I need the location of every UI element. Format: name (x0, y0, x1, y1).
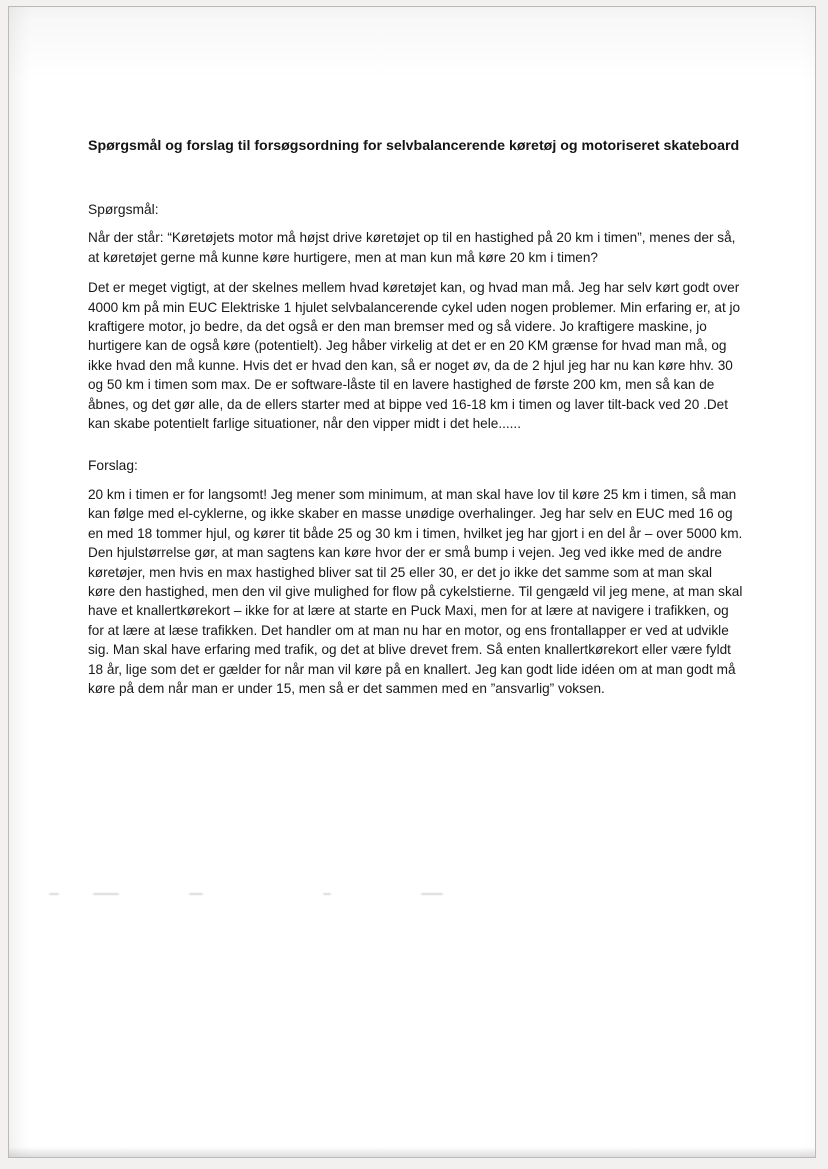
section-heading-forslag: Forslag: (88, 458, 138, 474)
paragraph-question-2: Det er meget vigtigt, at der skelnes mellem hvad køretøjet kan, og hvad man må. Jeg har selv kørt godt over 4000 km på min EUC Elektriske 1 hjulet selvbalancerende cykel uden nogen problemer. Min erfaring er, at jo kraftigere motor, jo bedre, da det også er den man bremser med og så videre. Jo kraftigere maskine, jo hurtigere kan de også køre (potentielt). Jeg håber virkelig at det er en 20 KM grænse for hvad man må, og ikke hvad den må kunne. Hvis det er hvad den kan, så er noget øv, da de 2 hjul jeg har nu kan køre hhv. 30 og 50 km i timen som max. De er software-låste til en lavere hastighed de første 200 km, men så kan de åbnes, og det gør alle, da de ellers starter med at bippe ved 16-18 km i timen og laver tilt-back ved 20 .Det kan skabe potentielt farlige situationer, når den vipper midt i det hele...... (88, 280, 741, 432)
document-content (88, 137, 743, 709)
section-gap (88, 444, 743, 456)
paragraph-proposal-1: 20 km i timen er for langsomt! Jeg mener som minimum, at man skal have lov til køre 25 km i timen, så man kan følge med el-cyklerne, og ikke skaber en masse unødige overhalinger. Jeg har selv en EUC med 16 og en med 18 tommer hjul, og kører tit både 25 og 30 km i timen, hvilket jeg har gjort i en del år – over 5000 km. Den hjulstørrelse gør, at man sagtens kan køre hvor der er små bump i vejen. Jeg ved ikke med de andre køretøjer, men hvis en max hastighed bliver sat til 25 eller 30, er det jo ikke det samme som at man skal køre den hastighed, men den vil give mulighed for flow på cykelstierne. Til gengæld vil jeg mene, at man skal have et knallertkørekort – ikke for at lære at starte en Puck Maxi, men for at lære at navigere i trafikken, og for at lære at læse trafikken. Det handler om at man nu har en motor, og ens frontallapper er ved at udvikle sig. Man skal have erfaring med trafik, og det at blive drevet frem. Så enten knallertkørekort eller være fyldt 18 år, lige som det er gælder for når man vil køre på en knallert. Jeg kan godt lide idéen om at man godt må køre på dem når man er under 15, men så er det sammen med en ”ansvarlig” voksen. (88, 486, 743, 696)
scan-artifact-bottom (9, 1147, 815, 1157)
scan-artifact-left (9, 7, 35, 1157)
section-heading-sporgsmal: Spørgsmål: (88, 202, 159, 217)
scan-artifact-top (9, 7, 815, 97)
scan-smudge-marks (49, 885, 549, 893)
document-page (9, 7, 815, 1157)
document-title: Spørgsmål og forslag til forsøgsordning for selvbalancerende køretøj og motoriseret skateboard (88, 138, 740, 154)
paragraph-question-1: Når der står: “Køretøjets motor må højst drive køretøjet op til en hastighed på 20 km i timen”, menes der så, at køretøjet gerne må kunne køre hurtigere, men at man kun må køre 20 km i timen? (88, 230, 736, 265)
